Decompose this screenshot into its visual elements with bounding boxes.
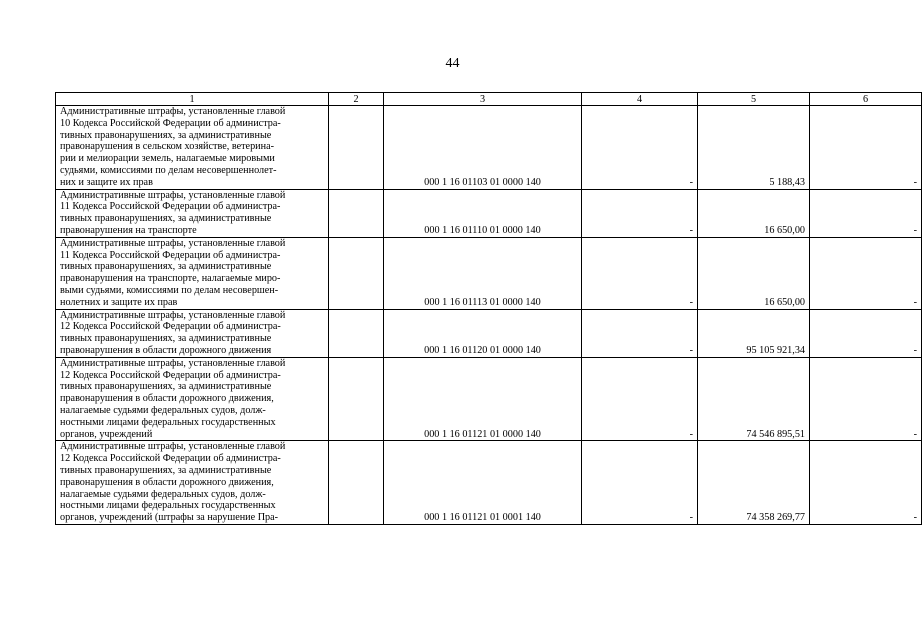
column-4-value: - <box>582 309 698 357</box>
revenue-description: Административные штрафы, установленные главой 12 Кодекса Российской Федерации об администра- тивных правонарушениях, за административные правонарушения в области дорожного движения, налагаемые судьями федеральных судов, долж- ностными лицами федеральных государственных органов, учреждений <box>56 357 329 441</box>
budget-code: 000 1 16 01121 01 0000 140 <box>384 357 582 441</box>
budget-code: 000 1 16 01103 01 0000 140 <box>384 106 582 190</box>
column-6-value: - <box>810 237 922 309</box>
column-4-value: - <box>582 189 698 237</box>
column-2-cell <box>329 189 384 237</box>
column-header-3: 3 <box>384 93 582 106</box>
column-2-cell <box>329 237 384 309</box>
page-number: 44 <box>445 56 460 71</box>
column-6-value: - <box>810 309 922 357</box>
column-2-cell <box>329 309 384 357</box>
column-header-1: 1 <box>56 93 329 106</box>
table-header <box>56 93 922 106</box>
column-2-cell <box>329 357 384 441</box>
column-header-4: 4 <box>582 93 698 106</box>
column-header-6: 6 <box>810 93 922 106</box>
amount-value: 74 358 269,77 <box>698 441 810 525</box>
table-row <box>56 237 922 309</box>
amount-value: 5 188,43 <box>698 106 810 190</box>
column-4-value: - <box>582 106 698 190</box>
revenue-description: Административные штрафы, установленные главой 10 Кодекса Российской Федерации об администра- тивных правонарушениях, за административные правонарушения в сельском хозяйстве, ветерина- рии и мелиорации земель, налагаемые мировыми судьями, комиссиями по делам несовершеннолет- них и защите их прав <box>56 106 329 190</box>
column-4-value: - <box>582 237 698 309</box>
amount-value: 95 105 921,34 <box>698 309 810 357</box>
revenue-description: Административные штрафы, установленные главой 11 Кодекса Российской Федерации об администра- тивных правонарушениях, за административные правонарушения на транспорте <box>56 189 329 237</box>
column-6-value: - <box>810 189 922 237</box>
revenue-description: Административные штрафы, установленные главой 12 Кодекса Российской Федерации об администра- тивных правонарушениях, за административные правонарушения в области дорожного движения, налагаемые судьями федеральных судов, долж- ностными лицами федеральных государственных органов, учреждений (штрафы за нарушение Пра- <box>56 441 329 525</box>
table-row <box>56 441 922 525</box>
column-2-cell <box>329 106 384 190</box>
column-4-value: - <box>582 357 698 441</box>
budget-code: 000 1 16 01121 01 0001 140 <box>384 441 582 525</box>
table-row <box>56 309 922 357</box>
column-2-cell <box>329 441 384 525</box>
revenue-description: Административные штрафы, установленные главой 12 Кодекса Российской Федерации об администра- тивных правонарушениях, за административные правонарушения в области дорожного движения <box>56 309 329 357</box>
budget-code: 000 1 16 01110 01 0000 140 <box>384 189 582 237</box>
header-row <box>56 93 922 106</box>
column-4-value: - <box>582 441 698 525</box>
budget-code: 000 1 16 01113 01 0000 140 <box>384 237 582 309</box>
table-body <box>56 106 922 525</box>
column-6-value: - <box>810 106 922 190</box>
table-row <box>56 189 922 237</box>
budget-table <box>55 92 922 525</box>
column-6-value: - <box>810 441 922 525</box>
amount-value: 16 650,00 <box>698 237 810 309</box>
table-row <box>56 357 922 441</box>
column-header-2: 2 <box>329 93 384 106</box>
column-6-value: - <box>810 357 922 441</box>
amount-value: 74 546 895,51 <box>698 357 810 441</box>
table-row <box>56 106 922 190</box>
amount-value: 16 650,00 <box>698 189 810 237</box>
revenue-description: Административные штрафы, установленные главой 11 Кодекса Российской Федерации об администра- тивных правонарушениях, за административные правонарушения на транспорте, налагаемые миро- выми судьями, комиссиями по делам несовершен- нолетних и защите их прав <box>56 237 329 309</box>
budget-code: 000 1 16 01120 01 0000 140 <box>384 309 582 357</box>
column-header-5: 5 <box>698 93 810 106</box>
